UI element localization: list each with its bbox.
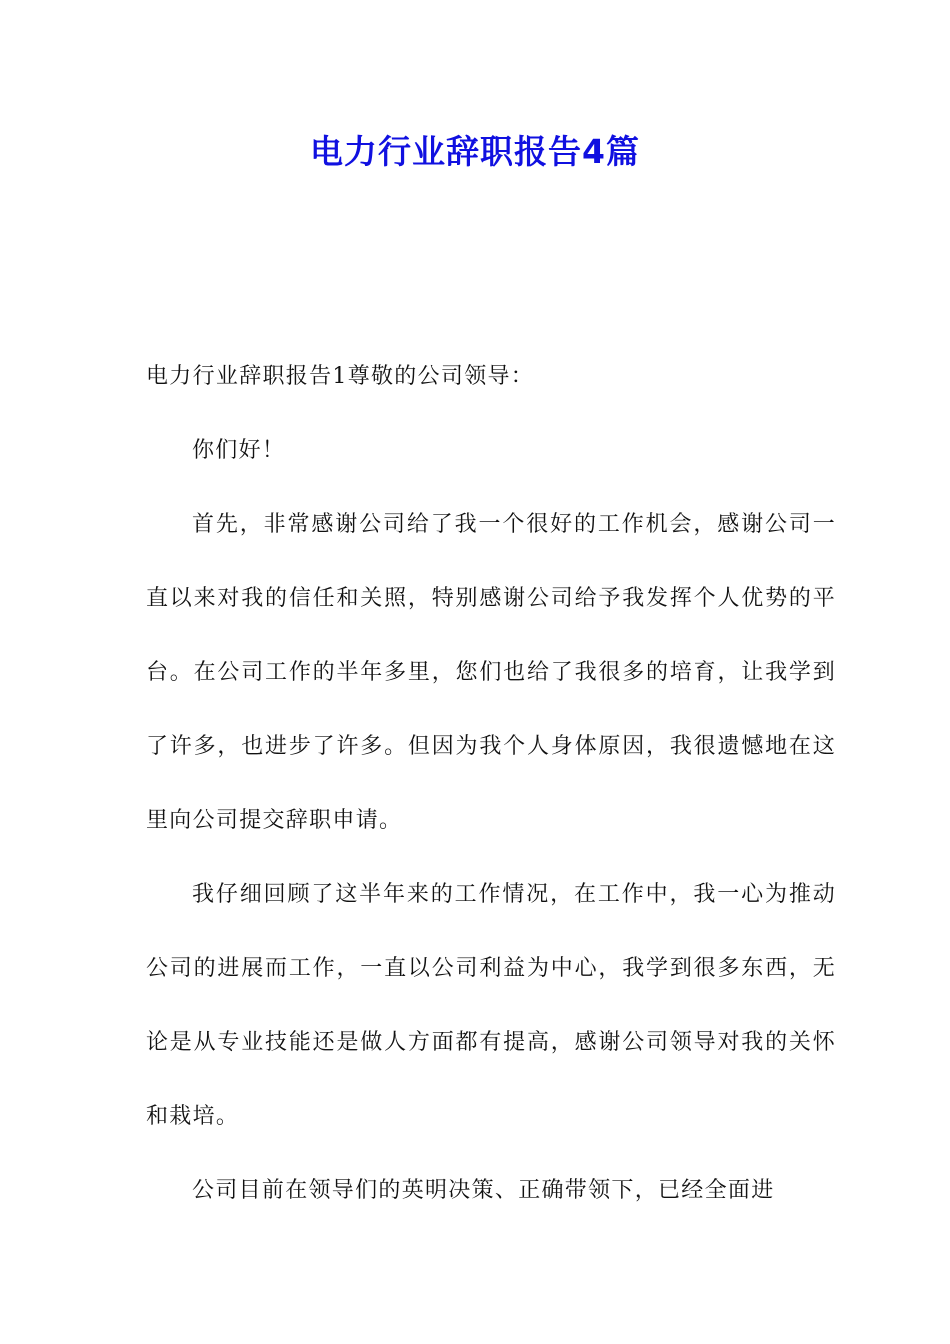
body-paragraph-2: 我仔细回顾了这半年来的工作情况，在工作中，我一心为推动公司的进展而工作，一直以公司利益为中心，我学到很多东西，无论是从专业技能还是做人方面都有提高，感谢公司领导对我的关怀和栽培。	[146, 882, 836, 1129]
body-paragraph-1: 首先，非常感谢公司给了我一个很好的工作机会，感谢公司一直以来对我的信任和关照，特别感谢公司给予我发挥个人优势的平台。在公司工作的半年多里，您们也给了我很多的培育，让我学到了许多，也进步了许多。但因为我个人身体原因，我很遗憾地在这里向公司提交辞职申请。	[146, 512, 836, 833]
document-title: 电力行业辞职报告4篇	[310, 132, 640, 171]
document-body	[146, 340, 836, 1228]
salutation-line: 电力行业辞职报告1尊敬的公司领导：	[146, 364, 535, 389]
greeting-paragraph: 你们好！	[192, 438, 286, 463]
body-paragraph-3: 公司目前在领导们的英明决策、正确带领下，已经全面进	[192, 1178, 775, 1203]
